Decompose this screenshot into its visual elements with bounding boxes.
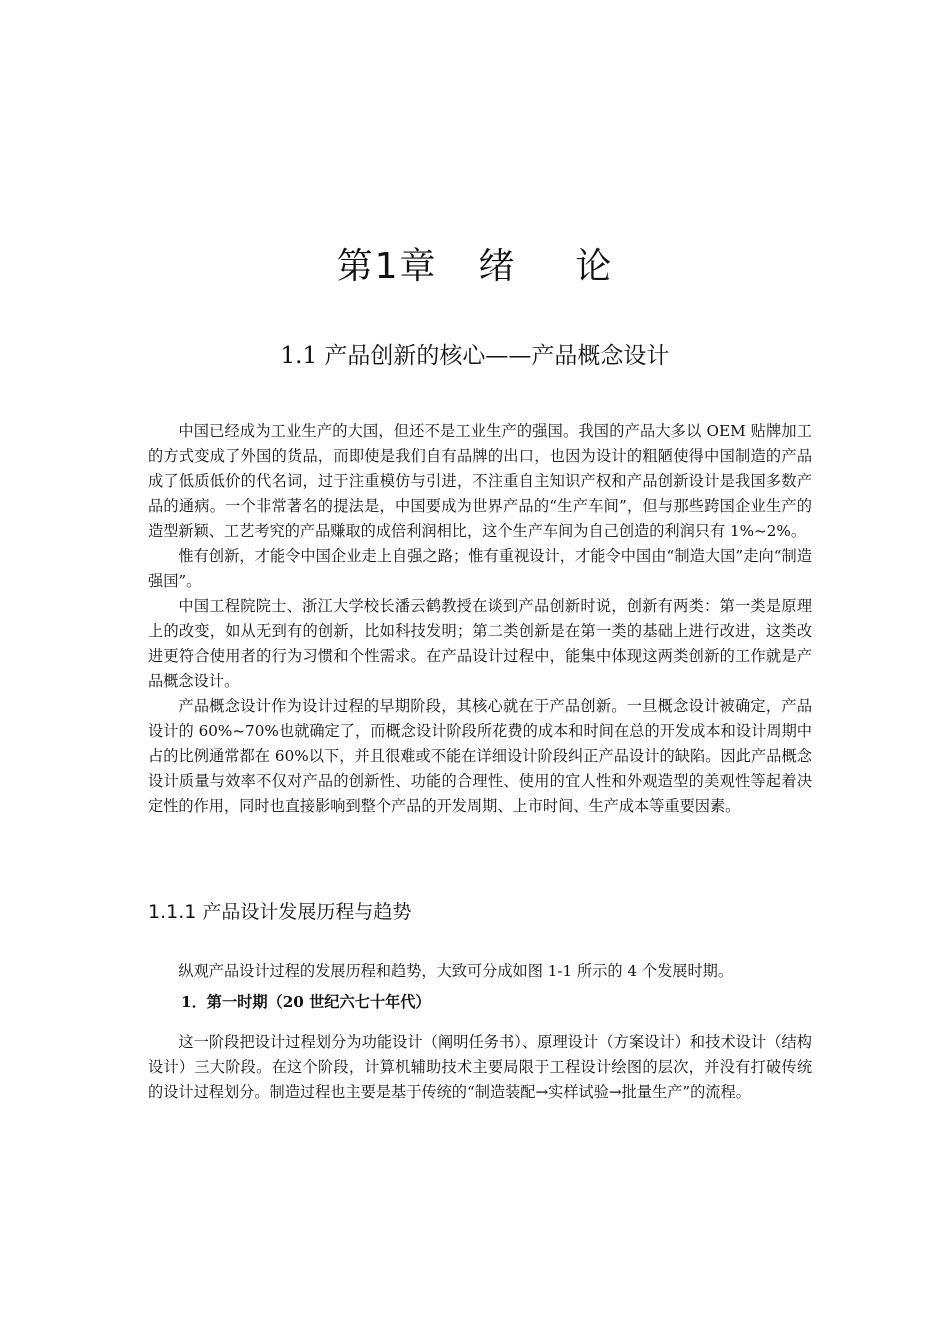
paragraph: 纵观产品设计过程的发展历程和趋势，大致可分成如图 1-1 所示的 4 个发展时期。: [178, 962, 734, 980]
period-body: [148, 1030, 812, 1105]
period-heading: 1．第一时期（20 世纪六七十年代）: [181, 993, 431, 1011]
paragraph: 产品概念设计作为设计过程的早期阶段，其核心就在于产品创新。一旦概念设计被确定，产品设计的 60%~70%也就确定了，而概念设计阶段所花费的成本和时间在总的开发成本和设计周期中占的比例通常都在 60%以下，并且很难或不能在详细设计阶段纠正产品设计的缺陷。因此产品概念设计质量与效率不仅对产品的创新性、功能的合理性、使用的宜人性和外观造型的美观性等起着决定性的作用，同时也直接影响到整个产品的开发周期、上市时间、生产成本等重要因素。: [148, 697, 812, 815]
paragraph: 中国已经成为工业生产的大国，但还不是工业生产的强国。我国的产品大多以 OEM 贴牌加工的方式变成了外国的货品，而即使是我们自有品牌的出口，也因为设计的粗陋使得中国制造的产品成了低质低价的代名词，过于注重模仿与引进，不注重自主知识产权和产品创新设计是我国多数产品的通病。一个非常著名的提法是，中国要成为世界产品的“生产车间”，但与那些跨国企业生产的造型新颖、工艺考究的产品赚取的成倍利润相比，这个生产车间为自己创造的利润只有 1%~2%。: [148, 422, 812, 540]
paragraph: 中国工程院院士、浙江大学校长潘云鹤教授在谈到产品创新时说，创新有两类：第一类是原理上的改变，如从无到有的创新，比如科技发明；第二类创新是在第一类的基础上进行改进，这类改进更符合使用者的行为习惯和个性需求。在产品设计过程中，能集中体现这两类创新的工作就是产品概念设计。: [148, 597, 812, 690]
chapter-title-char-1: 绪: [478, 246, 517, 287]
paragraph: 这一阶段把设计过程划分为功能设计（阐明任务书）、原理设计（方案设计）和技术设计（结构设计）三大阶段。在这个阶段，计算机辅助技术主要局限于工程设计绘图的层次，并没有打破传统的设计过程划分。制造过程也主要是基于传统的“制造装配→实样试验→批量生产”的流程。: [148, 1033, 812, 1101]
chapter-title-char-2: 论: [575, 246, 614, 287]
section-title: 1.1 产品创新的核心——产品概念设计: [280, 343, 670, 369]
subsection-intro: [148, 959, 812, 984]
chapter-title: [0, 245, 950, 289]
paragraph: 惟有创新，才能令中国企业走上自强之路；惟有重视设计，才能令中国由“制造大国”走向“制造强国”。: [148, 547, 812, 590]
section-body: [148, 419, 812, 819]
subsection-title: 1.1.1 产品设计发展历程与趋势: [148, 901, 412, 923]
chapter-number: 第1章: [336, 246, 438, 287]
